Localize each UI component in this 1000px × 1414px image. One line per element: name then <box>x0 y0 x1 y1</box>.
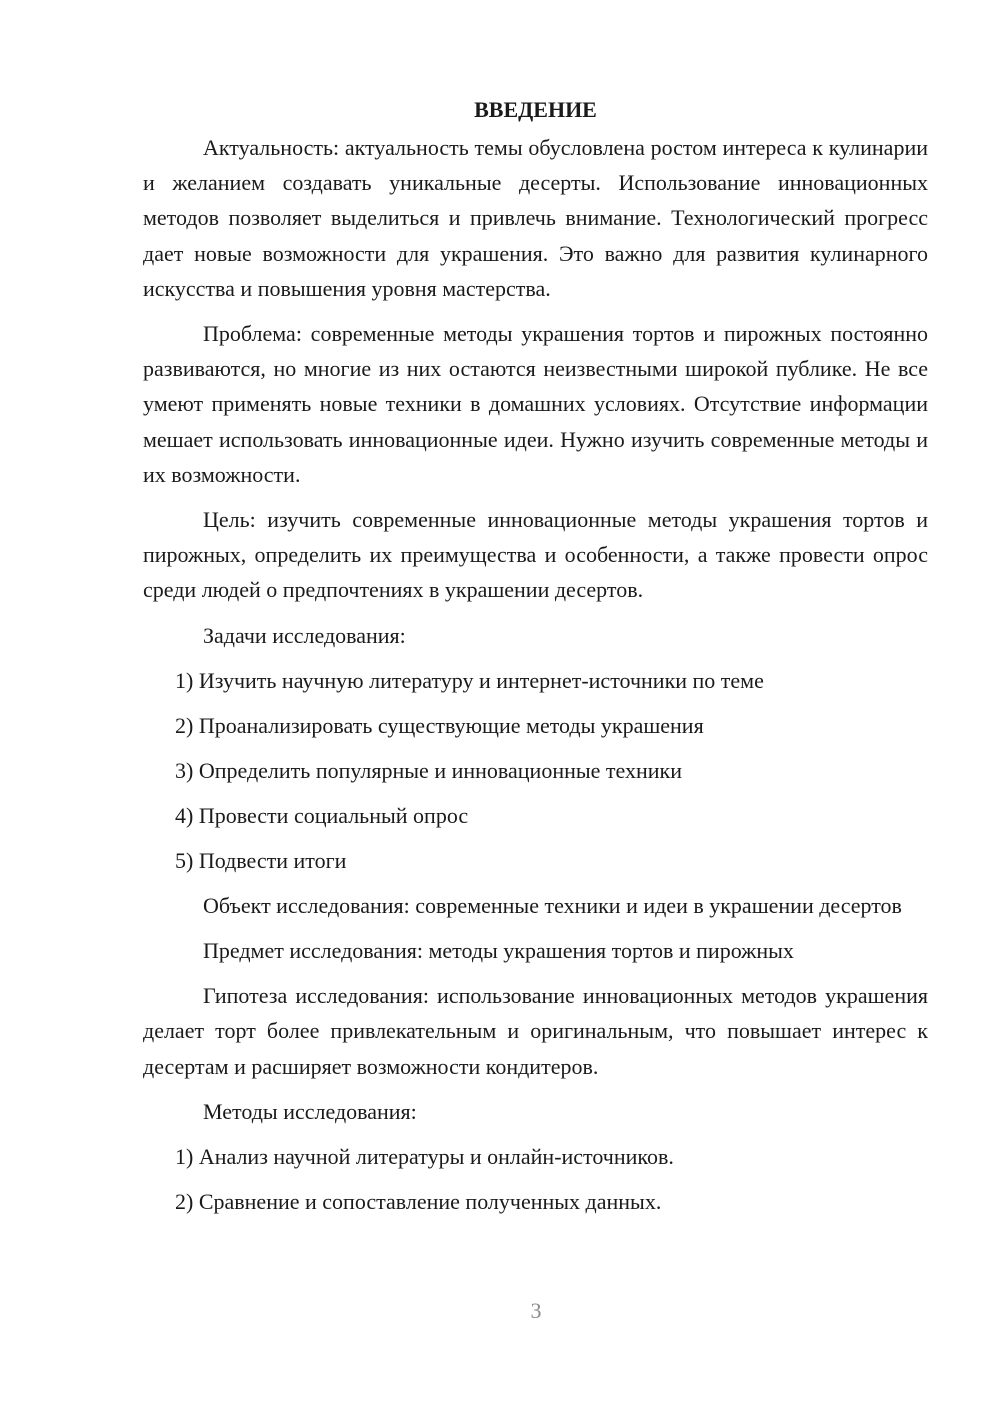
tasks-list <box>143 663 928 878</box>
list-item: 2) Сравнение и сопоставление полученных данных. <box>175 1189 662 1215</box>
methods-heading: Методы исследования: <box>203 1098 417 1124</box>
list-item: 1) Изучить научную литературу и интернет-источники по теме <box>175 667 764 693</box>
methods-list <box>143 1139 928 1219</box>
page-number: 3 <box>530 1298 542 1323</box>
page-content <box>143 92 928 1219</box>
list-item: 4) Провести социальный опрос <box>175 802 469 828</box>
list-item: 1) Анализ научной литературы и онлайн-источников. <box>175 1144 674 1170</box>
relevance-paragraph: Актуальность: актуальность темы обусловлена ростом интереса к кулинарии и желанием создавать уникальные десерты. Использование инновационных методов позволяет выделиться и привлечь внимание. Технологический прогресс дает новые возможности для украшения. Это важно для развития кулинарного искусства и повышения уровня мастерства. <box>143 135 928 301</box>
object-paragraph: Объект исследования: современные техники и идеи в украшении десертов <box>203 892 902 918</box>
list-item: 3) Определить популярные и инновационные техники <box>175 757 683 783</box>
hypothesis-paragraph: Гипотеза исследования: использование инновационных методов украшения делает торт более привлекательным и оригинальным, что повышает интерес к десертам и расширяет возможности кондитеров. <box>143 983 928 1079</box>
page-title: ВВЕДЕНИЕ <box>474 97 597 122</box>
goal-paragraph: Цель: изучить современные инновационные методы украшения тортов и пирожных, определить их преимущества и особенности, а также провести опрос среди людей о предпочтениях в украшении десертов. <box>143 507 928 603</box>
subject-paragraph: Предмет исследования: методы украшения тортов и пирожных <box>203 938 794 964</box>
list-item: 5) Подвести итоги <box>175 847 347 873</box>
tasks-heading: Задачи исследования: <box>203 622 406 648</box>
problem-paragraph: Проблема: современные методы украшения тортов и пирожных постоянно развиваются, но многие из них остаются неизвестными широкой публике. Не все умеют применять новые техники в домашних условиях. Отсутствие информации мешает использовать инновационные идеи. Нужно изучить современные методы и их возможности. <box>143 321 928 487</box>
list-item: 2) Проанализировать существующие методы украшения <box>175 712 704 738</box>
